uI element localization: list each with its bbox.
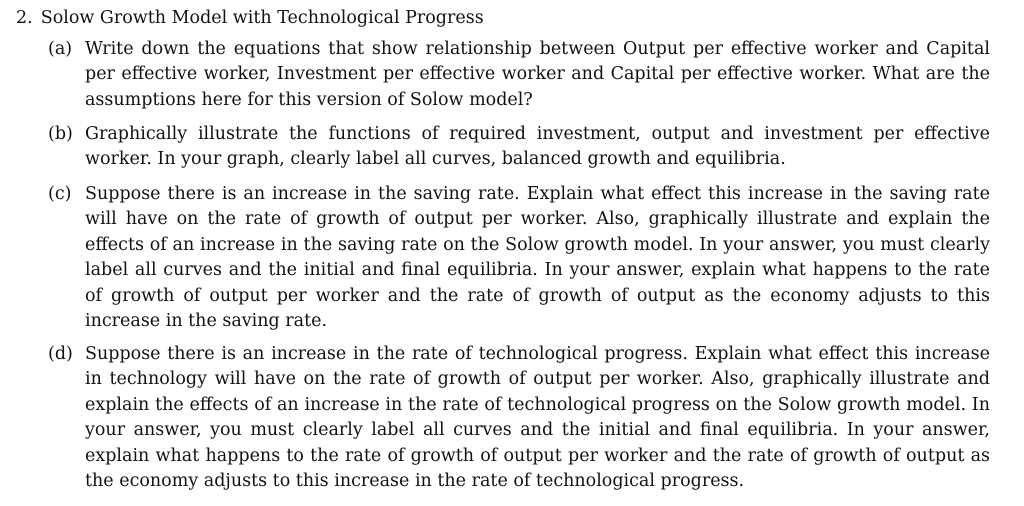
- sub-question-text: Graphically illustrate the functions of required investment, output and investment per effective worker. In your graph, clearly label all curves, balanced growth and equilibria.: [85, 124, 990, 170]
- sub-question-label: (b): [48, 124, 73, 144]
- sub-question-label: (d): [48, 344, 73, 364]
- sub-question-c: [48, 182, 990, 334]
- sub-question-b: [48, 122, 990, 173]
- sub-question-text: Suppose there is an increase in the saving rate. Explain what effect this increase in the saving rate will have on the rate of growth of output per worker. Also, graphically illustrate and explain the effects of an increase in the saving rate on the Solow growth model. In your answer, you must clearly label all curves and the initial and final equilibria. In your answer, explain what happens to the rate of growth of output per worker and the rate of growth of output as the economy adjusts to this increase in the saving rate.: [85, 184, 990, 332]
- question-title: Solow Growth Model with Technological Progress: [40, 8, 484, 28]
- question-heading: [16, 6, 484, 31]
- question-number: 2.: [16, 8, 33, 28]
- sub-question-d: [48, 342, 990, 494]
- sub-question-label: (c): [48, 184, 72, 204]
- sub-question-text: Suppose there is an increase in the rate of technological progress. Explain what effect this increase in technology will have on the rate of growth of output per worker. Also, graphically illustrate and explain the effects of an increase in the rate of technological progress on the Solow growth model. In your answer, you must clearly label all curves and the initial and final equilibria. In your answer, explain what happens to the rate of growth of output per worker and the rate of growth of output as the economy adjusts to this increase in the rate of technological progress.: [85, 344, 990, 492]
- sub-question-text: Write down the equations that show relationship between Output per effective worker and Capital per effective worker, Investment per effective worker and Capital per effective worker. What are the assumptions here for this version of Solow model?: [85, 39, 990, 110]
- sub-question-a: [48, 37, 990, 113]
- sub-question-label: (a): [48, 39, 73, 59]
